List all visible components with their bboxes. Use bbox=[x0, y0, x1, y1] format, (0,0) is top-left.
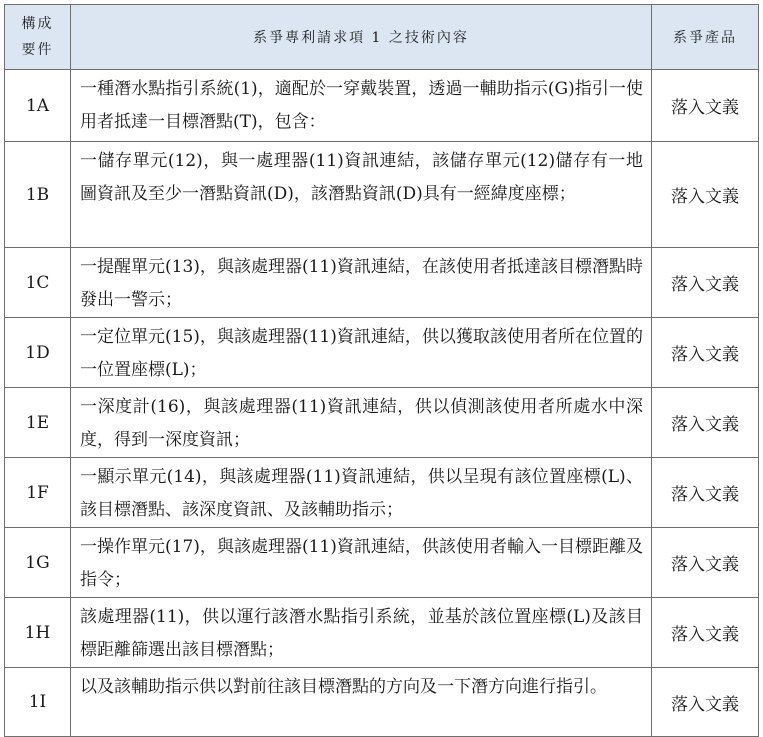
table-row bbox=[5, 318, 759, 388]
element-id: 1A bbox=[5, 70, 71, 142]
header-claim-content: 系爭專利請求項 1 之技術內容 bbox=[71, 5, 652, 70]
product-result: 落入文義 bbox=[652, 528, 759, 598]
claim-text: 一定位單元(15)，與該處理器(11)資訊連結，供以獲取該使用者所在位置的一位置座標(L)； bbox=[71, 318, 652, 388]
header-product: 系爭產品 bbox=[652, 5, 759, 70]
product-result: 落入文義 bbox=[652, 388, 759, 458]
product-result: 落入文義 bbox=[652, 318, 759, 388]
header-element bbox=[5, 5, 71, 70]
element-id: 1E bbox=[5, 388, 71, 458]
product-result: 落入文義 bbox=[652, 458, 759, 528]
header-element-line1: 構成 bbox=[21, 16, 54, 32]
claim-text: 一操作單元(17)，與該處理器(11)資訊連結，供該使用者輸入一目標距離及指令； bbox=[71, 528, 652, 598]
element-id: 1G bbox=[5, 528, 71, 598]
claim-comparison-table bbox=[4, 4, 759, 737]
header-element-line2: 要件 bbox=[21, 42, 54, 58]
table-row bbox=[5, 142, 759, 248]
element-id: 1D bbox=[5, 318, 71, 388]
element-id: 1C bbox=[5, 248, 71, 318]
claim-text: 一儲存單元(12)，與一處理器(11)資訊連結，該儲存單元(12)儲存有一地圖資訊及至少一潛點資訊(D)，該潛點資訊(D)具有一經緯度座標； bbox=[71, 142, 652, 248]
claim-text: 一種潛水點指引系統(1)，適配於一穿戴裝置，透過一輔助指示(G)指引一使用者抵達一目標潛點(T)，包含： bbox=[71, 70, 652, 142]
header-row bbox=[5, 5, 759, 70]
claim-text: 以及該輔助指示供以對前往該目標潛點的方向及一下潛方向進行指引。 bbox=[71, 668, 652, 737]
product-result: 落入文義 bbox=[652, 142, 759, 248]
element-id: 1F bbox=[5, 458, 71, 528]
element-id: 1H bbox=[5, 598, 71, 668]
claim-text: 該處理器(11)，供以運行該潛水點指引系統，並基於該位置座標(L)及該目標距離篩選出該目標潛點； bbox=[71, 598, 652, 668]
product-result: 落入文義 bbox=[652, 668, 759, 737]
table-row bbox=[5, 668, 759, 737]
claim-text: 一提醒單元(13)，與該處理器(11)資訊連結，在該使用者抵達該目標潛點時發出一警示； bbox=[71, 248, 652, 318]
table-row bbox=[5, 388, 759, 458]
product-result: 落入文義 bbox=[652, 70, 759, 142]
table-row bbox=[5, 528, 759, 598]
claim-text: 一顯示單元(14)，與該處理器(11)資訊連結，供以呈現有該位置座標(L)、該目標潛點、該深度資訊、及該輔助指示； bbox=[71, 458, 652, 528]
element-id: 1I bbox=[5, 668, 71, 737]
product-result: 落入文義 bbox=[652, 248, 759, 318]
table-row bbox=[5, 248, 759, 318]
claim-text: 一深度計(16)，與該處理器(11)資訊連結，供以偵測該使用者所處水中深度，得到一深度資訊； bbox=[71, 388, 652, 458]
table-row bbox=[5, 70, 759, 142]
table-row bbox=[5, 458, 759, 528]
product-result: 落入文義 bbox=[652, 598, 759, 668]
element-id: 1B bbox=[5, 142, 71, 248]
table-row bbox=[5, 598, 759, 668]
